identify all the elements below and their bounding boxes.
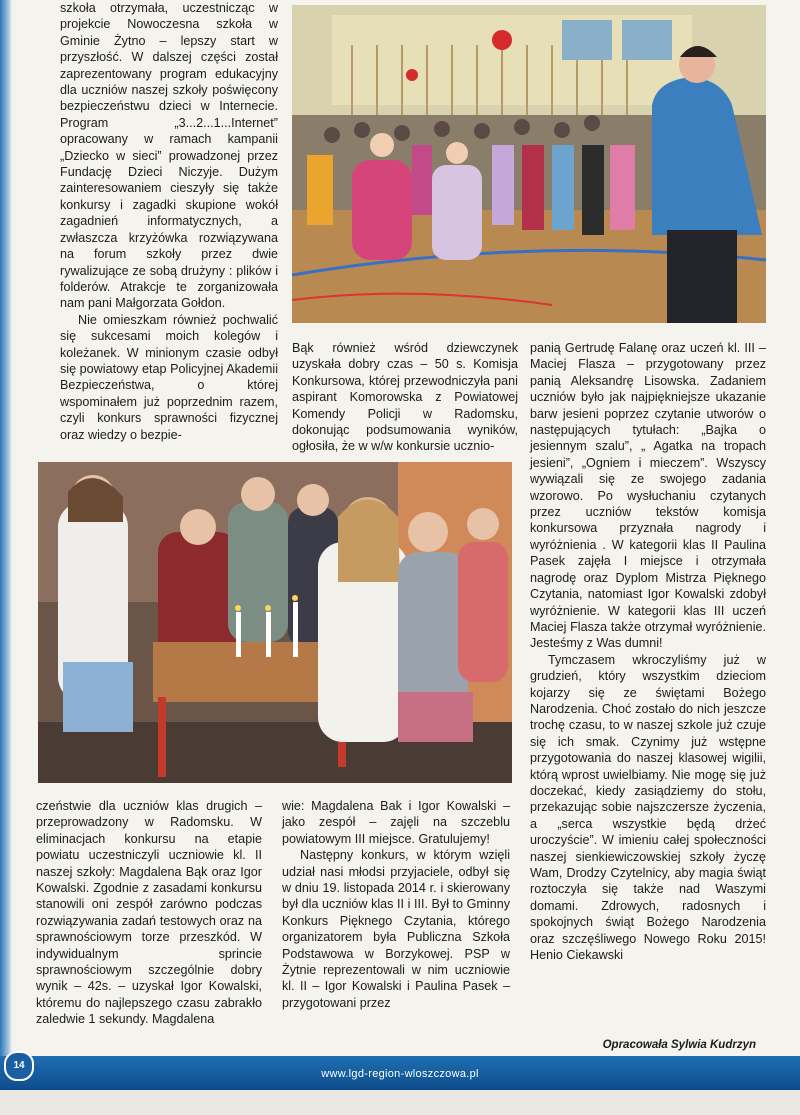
column-3-right [530, 340, 766, 1030]
author-credit: Opracowała Sylwia Kudrzyn [602, 1039, 756, 1051]
column-1-top [60, 0, 278, 442]
paragraph: Nie omieszkam również pochwalić się sukcesami moich kolegów i koleżanek. W minionym czasie odbył się powiatowy etap Policyjnej Akademii Bezpieczeństwa, o której wspominałem już poprzednim razem, czyli konkurs sprawności fizycznej oraz wiedzy o bezpie- [60, 312, 278, 442]
photo-candle-ceremony-image [38, 462, 512, 783]
photo-candle-ceremony [38, 462, 512, 783]
paragraph: panią Gertrudę Falanę oraz uczeń kl. III – Maciej Flasza – przygotowany przez panią Aleksandrę Lisowska. Zadaniem uczniów było jak najpiękniejsze ukazanie barw jesieni poprzez czytanie utworów o następujących tytułach: „Bajka o jesiennym szalu”, „ Agatka na tropach jesieni”, „Ogniem i mieczem”. Wszyscy wywiązali się ze swojego zadania wzorowo. Po wysłuchaniu czytanych przez uczniów tekstów komisja konkursowa przyznała nagrody i wyróżnienia . W kategorii klas II Paulina Pasek zajęła I miejsce i otrzymała nagrodę oraz Dyplom Mistrza Pięknego Czytania, natomiast Igor Kowalski zdobył wyróżnienie. W kategorii klas III uczeń Maciej Flasza także otrzymał wyróżnienie. Jesteśmy z Was dumni! [530, 341, 766, 651]
footer-website-link[interactable]: www.lgd-region-wloszczowa.pl [321, 1068, 479, 1080]
bottom-margin [0, 1090, 800, 1115]
column-2-top [292, 340, 518, 460]
paragraph: Bąk również wśród dziewczynek uzyskała dobry czas – 50 s. Komisja Konkursowa, której przewodniczyła pani aspirant Komorowska z Powiatowej Komendy Policji w Radomsku, dokonując podsumowania wyników, ogłosiła, że w w/w konkursie ucznio- [292, 341, 518, 454]
paragraph: wie: Magdalena Bak i Igor Kowalski – jako zespół – zajęli na szczeblu powiatowym III miejsce. Gratulujemy! [282, 799, 510, 846]
page-number-badge: 14 [4, 1051, 34, 1081]
paragraph: szkoła otrzymała, uczestnicząc w projekcie Nowoczesna szkoła w Gminie Żytno – lepszy start w przyszłość. W dalszej części został zaprezentowany program edukacyjny dla uczniów naszej szkoły poświęcony bezpieczeństwu dzieci w Internecie. Program „3...2...1...Internet” opracowany w ramach kampanii „Dziecko w sieci” prowadzonej przez Fundację Dzieci Niczyje. Dużym zainteresowaniem cieszyły się także konkursy i zagadki skupione wokół zagadnień informatycznych, a zwłaszcza krzyżówka rozwiązywana na forum szkoły przez dwie rywalizujące ze sobą drużyny : plików i folderów. Atrakcje te zorganizowała nam pani Małgorzata Gołdon. [60, 1, 278, 311]
paragraph: czeństwie dla uczniów klas drugich – przeprowadzony w Radomsku. W eliminacjach konkursu na etapie powiatu uczestniczyli uczniowie kl. II naszej szkoły: Magdalena Bąk oraz Igor Kowalski. Zgodnie z zasadami konkursu stanowili oni zespół zarówno podczas rozwiązywania zadań testowych oraz na sprawnościowym torze przeszkód. W indywidualnym sprincie sprawnościowym szczególnie dobry wynik – 42s. – uzyskał Igor Kowalski, któremu do najlepszego czasu zabrakło zaledwie 1 sekundy. Magdalena [36, 799, 262, 1027]
column-1-bottom [36, 798, 262, 1038]
paragraph: Następny konkurs, w którym wzięli udział nasi młodsi przyjaciele, odbył się w dniu 19. listopada 2014 r. i skierowany był dla uczniów klas II i III. Był to Gminny Konkurs Pięknego Czytania, którego organizatorem była Publiczna Szkoła Podstawowa w Borzykowej. PSP w Żytnie reprezentowali w nim uczniowie kl. II – Igor Kowalski i Paulina Pasek – przygotowani przez [282, 848, 510, 1010]
left-edge-decoration [0, 0, 12, 1056]
photo-costume-dance [292, 5, 766, 323]
paragraph: Tymczasem wkroczyliśmy już w grudzień, który wszystkim dzieciom kojarzy się ze świętami Bożego Narodzenia. Choć zostało do nich jeszcze trochę czasu, to w naszej szkole już czuje się ich smak. Czynimy już wstępne przygotowania do naszej klasowej wigilii, którą wprost uwielbiamy. Nie mogę się już doczekać, kiedy zasiądziemy do stołu, przekazując sobie najszczersze życzenia, a „serca wszystkie będą drżeć uroczyście”. W imieniu całej społeczności naszej sienkiewiczowskiej szkoły życzę Wam, Drodzy Czytelnicy, aby magia świąt roztoczyła się także nad Waszymi domami. Zdrowych, radosnych i spokojnych świąt Bożego Narodzenia oraz szczęśliwego Nowego Roku 2015! Henio Ciekawski [530, 652, 766, 963]
photo-costume-dance-image [292, 5, 766, 323]
column-2-bottom [282, 798, 510, 1038]
